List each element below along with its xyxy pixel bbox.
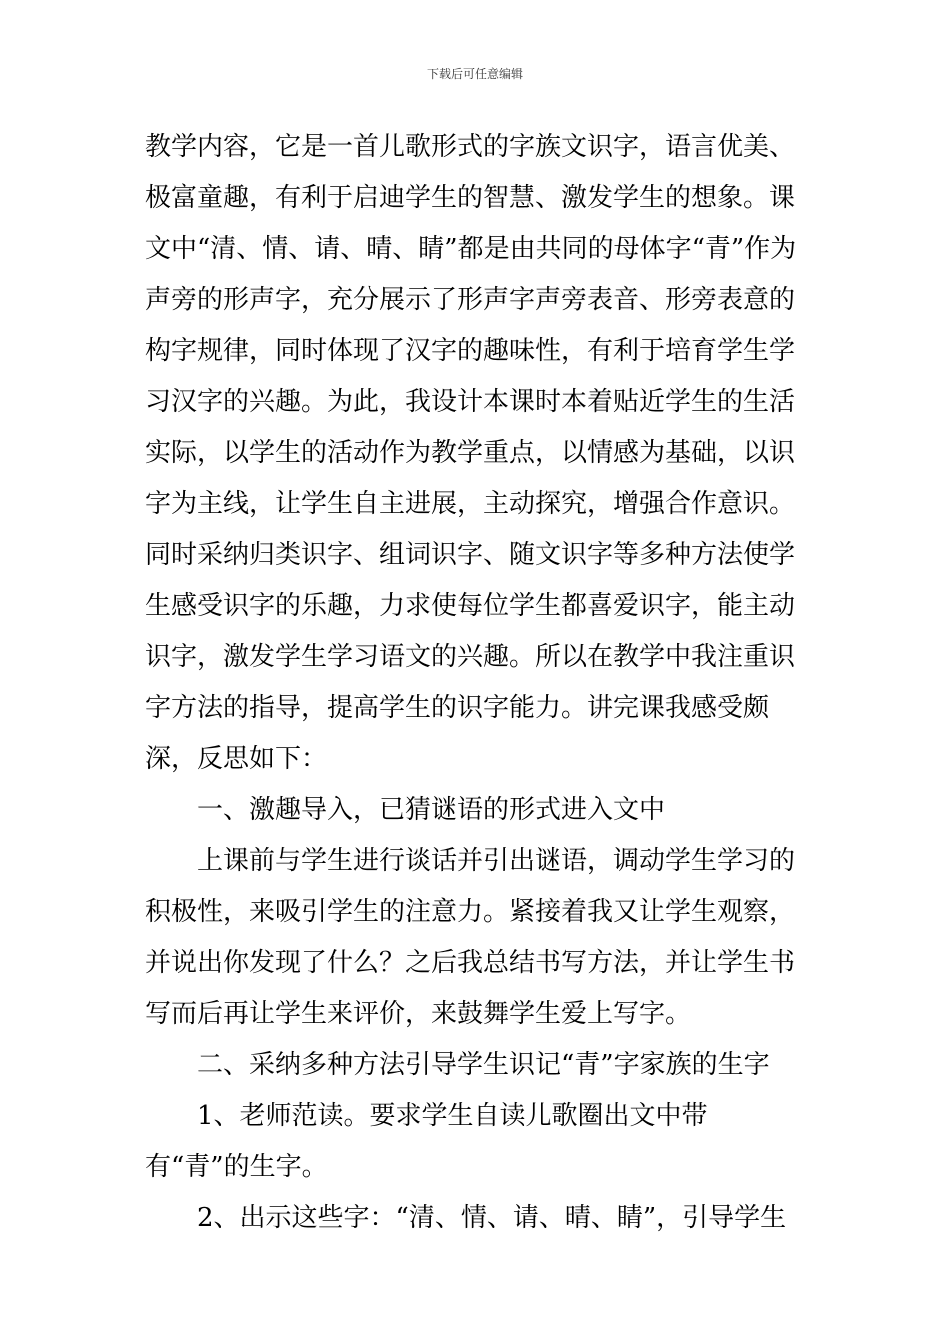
section-heading-2: 二、采纳多种方法引导学生识记“青”字家族的生字 — [197, 1050, 770, 1080]
section-heading-1: 一、激趣导入，已猜谜语的形式进入文中 — [197, 795, 666, 825]
page-header-note: 下载后可任意编辑 — [426, 67, 523, 81]
list-item-2: 2、出示这些字：“清、情、请、晴、睛”，引导学生 — [197, 1203, 787, 1233]
document-body — [145, 122, 810, 1244]
paragraph-intro: 教学内容，它是一首儿歌形式的字族文识字，语言优美、极富童趣，有利于启迪学生的智慧、激发学生的想象。课文中“清、情、请、晴、睛”都是由共同的母体字“青”作为声旁的形声字，充分展示了形声字声旁表音、形旁表意的构字规律，同时体现了汉字的趣味性，有利于培育学生学习汉字的兴趣。为此，我设计本课时本着贴近学生的生活实际，以学生的活动作为教学重点，以情感为基础，以识字为主线，让学生自主进展，主动探究，增强合作意识。同时采纳归类识字、组词识字、随文识字等多种方法使学生感受识字的乐趣，力求使每位学生都喜爱识字，能主动识字，激发学生学习语文的兴趣。所以在教学中我注重识字方法的指导，提高学生的识字能力。讲完课我感受颇深，反思如下： — [145, 132, 797, 774]
list-item-1: 1、老师范读。要求学生自读儿歌圈出文中带有“青”的生字。 — [145, 1101, 708, 1182]
paragraph-section-1: 上课前与学生进行谈话并引出谜语，调动学生学习的积极性，来吸引学生的注意力。紧接着我又让学生观察，并说出你发现了什么？之后我总结书写方法，并让学生书写而后再让学生来评价，来鼓舞学生爱上写字。 — [145, 846, 796, 1029]
